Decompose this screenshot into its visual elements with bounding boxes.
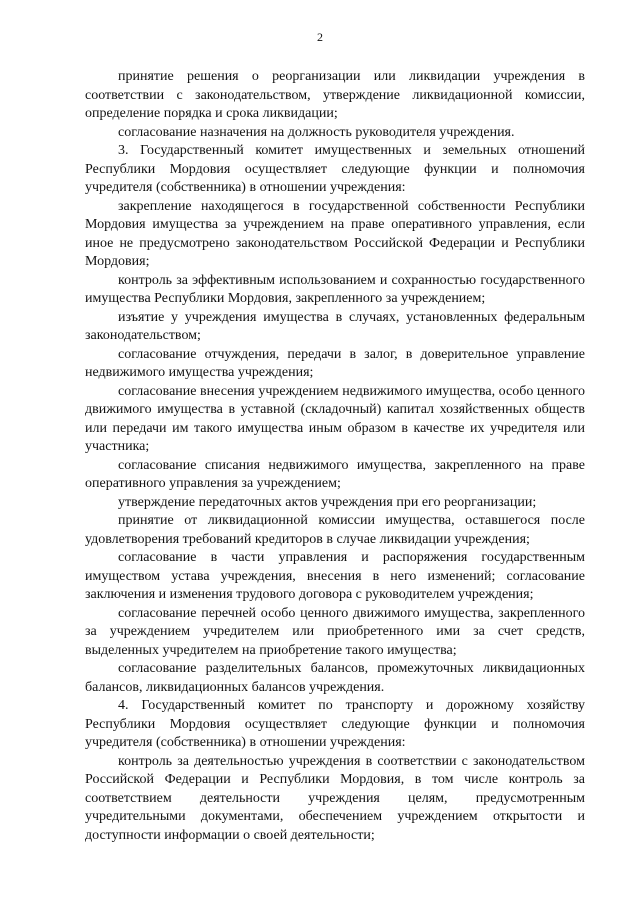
paragraph: согласование назначения на должность руководителя учреждения.: [118, 124, 515, 140]
document-body: [85, 68, 585, 845]
paragraph: контроль за деятельностью учреждения в соответствии с законодательством Российской Федерации и Республики Мордовия, в том числе контроль за соответствием деятельности учреждения целям, предусмотренным учредительными документами, обеспечением учреждением открытости и доступности информации о своей деятельности;: [85, 753, 585, 843]
paragraph: утверждение передаточных актов учреждения при его реорганизации;: [118, 494, 537, 510]
paragraph: принятие решения о реорганизации или ликвидации учреждения в соответствии с законодательством, утверждение ликвидационной комиссии, определение порядка и срока ликвидации;: [85, 69, 585, 121]
page-number: 2: [317, 30, 323, 44]
paragraph: контроль за эффективным использованием и сохранностью государственного имущества Республики Мордовия, закрепленного за учреждением;: [85, 272, 585, 306]
paragraph: согласование в части управления и распоряжения государственным имуществом устава учреждения, внесения в него изменений; согласование заключения и изменения трудового договора с руководителем учреждения;: [85, 550, 585, 602]
paragraph: согласование списания недвижимого имущества, закрепленного на праве оперативного управления за учреждением;: [85, 457, 585, 491]
paragraph: согласование перечней особо ценного движимого имущества, закрепленного за учреждением учредителем или приобретенного ими за счет средств, выделенных учредителем на приобретение такого имущества;: [85, 605, 585, 658]
paragraph: 4. Государственный комитет по транспорту и дорожному хозяйству Республики Мордовия осуществляет следующие функции и полномочия учредителя (собственника) в отношении учреждения:: [85, 698, 585, 750]
paragraph: 3. Государственный комитет имущественных и земельных отношений Республики Мордовия осуществляет следующие функции и полномочия учредителя (собственника) в отношении учреждения:: [85, 143, 585, 195]
paragraph: принятие от ликвидационной комиссии имущества, оставшегося после удовлетворения требований кредиторов в случае ликвидации учреждения;: [85, 513, 585, 547]
paragraph: согласование внесения учреждением недвижимого имущества, особо ценного движимого имущества в уставной (складочный) капитал хозяйственных обществ или передачи им такого имущества иным образом в качестве их учредителя или участника;: [85, 383, 585, 454]
paragraph: согласование разделительных балансов, промежуточных ликвидационных балансов, ликвидационных балансов учреждения.: [85, 661, 585, 695]
paragraph: изъятие у учреждения имущества в случаях, установленных федеральным законодательством;: [85, 309, 585, 343]
paragraph: закрепление находящегося в государственной собственности Республики Мордовия имущества за учреждением на праве оперативного управления, если иное не предусмотрено законодательством Российской Федерации и Республики Мордовия;: [85, 198, 585, 269]
paragraph: согласование отчуждения, передачи в залог, в доверительное управление недвижимого имущества учреждения;: [85, 346, 585, 380]
